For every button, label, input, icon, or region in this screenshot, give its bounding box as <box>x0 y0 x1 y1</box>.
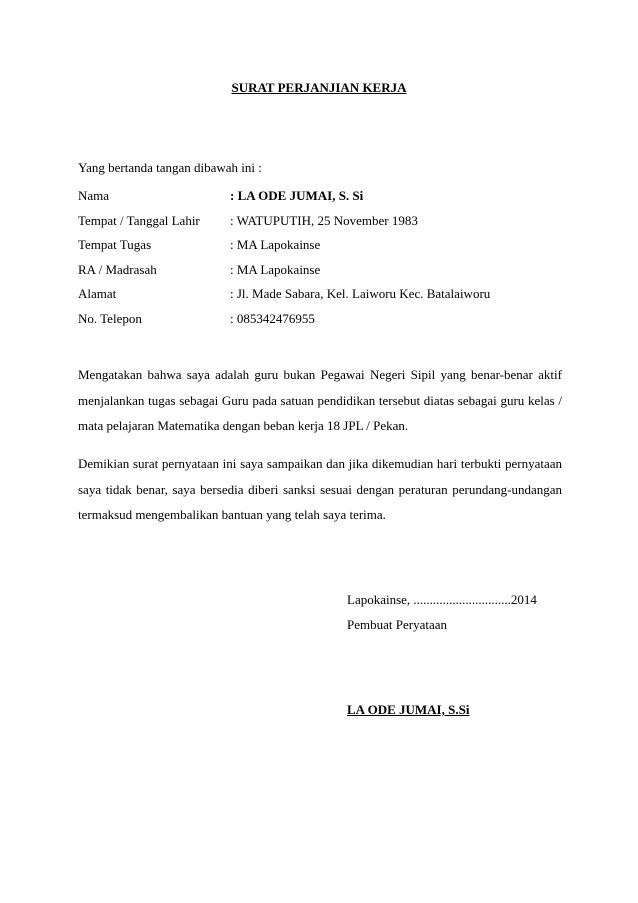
field-value: : 085342476955 <box>230 310 315 326</box>
document-title: SURAT PERJANJIAN KERJA <box>231 80 407 95</box>
field-row-alamat <box>78 285 578 310</box>
field-value: : MA Lapokainse <box>230 237 321 252</box>
field-label: Nama <box>78 188 110 203</box>
statement-paragraph: Mengatakan bahwa saya adalah guru bukan Pegawai Negeri Sipil yang benar-benar aktif menjalankan tugas sebagai Guru pada satuan pendidikan tersebut diatas sebagai guru kelas / mata pelajaran Matematika dengan beban kerja 18 JPL / Pekan. <box>78 367 562 433</box>
field-value: : Jl. Made Sabara, Kel. Laiworu Kec. Batalaiworu <box>230 286 491 301</box>
field-value: : LA ODE JUMAI, S. Si <box>230 188 364 203</box>
field-row-nama <box>78 187 578 212</box>
field-row-tempat-tanggal-lahir <box>78 212 578 237</box>
field-value: : MA Lapokainse <box>230 261 321 277</box>
field-label: Tempat / Tanggal Lahir <box>78 212 200 228</box>
field-row-telepon <box>78 310 578 335</box>
field-label: Tempat Tugas <box>78 237 152 252</box>
field-label: Alamat <box>78 286 117 301</box>
field-row-madrasah <box>78 261 578 286</box>
intro-text: Yang bertanda tangan dibawah ini : <box>78 160 262 175</box>
signature-place-date: Lapokainse, ..............................2014 <box>347 592 537 607</box>
field-label: RA / Madrasah <box>78 261 157 277</box>
field-row-tempat-tugas <box>78 236 578 261</box>
identity-fields <box>78 187 578 334</box>
signature-name: LA ODE JUMAI, S.Si <box>347 702 470 717</box>
signature-role: Pembuat Peryataan <box>347 617 447 632</box>
field-value: : WATUPUTIH, 25 November 1983 <box>230 212 418 228</box>
field-label: No. Telepon <box>78 310 142 326</box>
closing-paragraph: Demikian surat pernyataan ini saya sampaikan dan jika dikemudian hari terbukti pernyataan saya tidak benar, saya bersedia diberi sanksi sesuai dengan peraturan perundang-undangan termaksud mengembalikan bantuan yang telah saya terima. <box>78 456 562 522</box>
